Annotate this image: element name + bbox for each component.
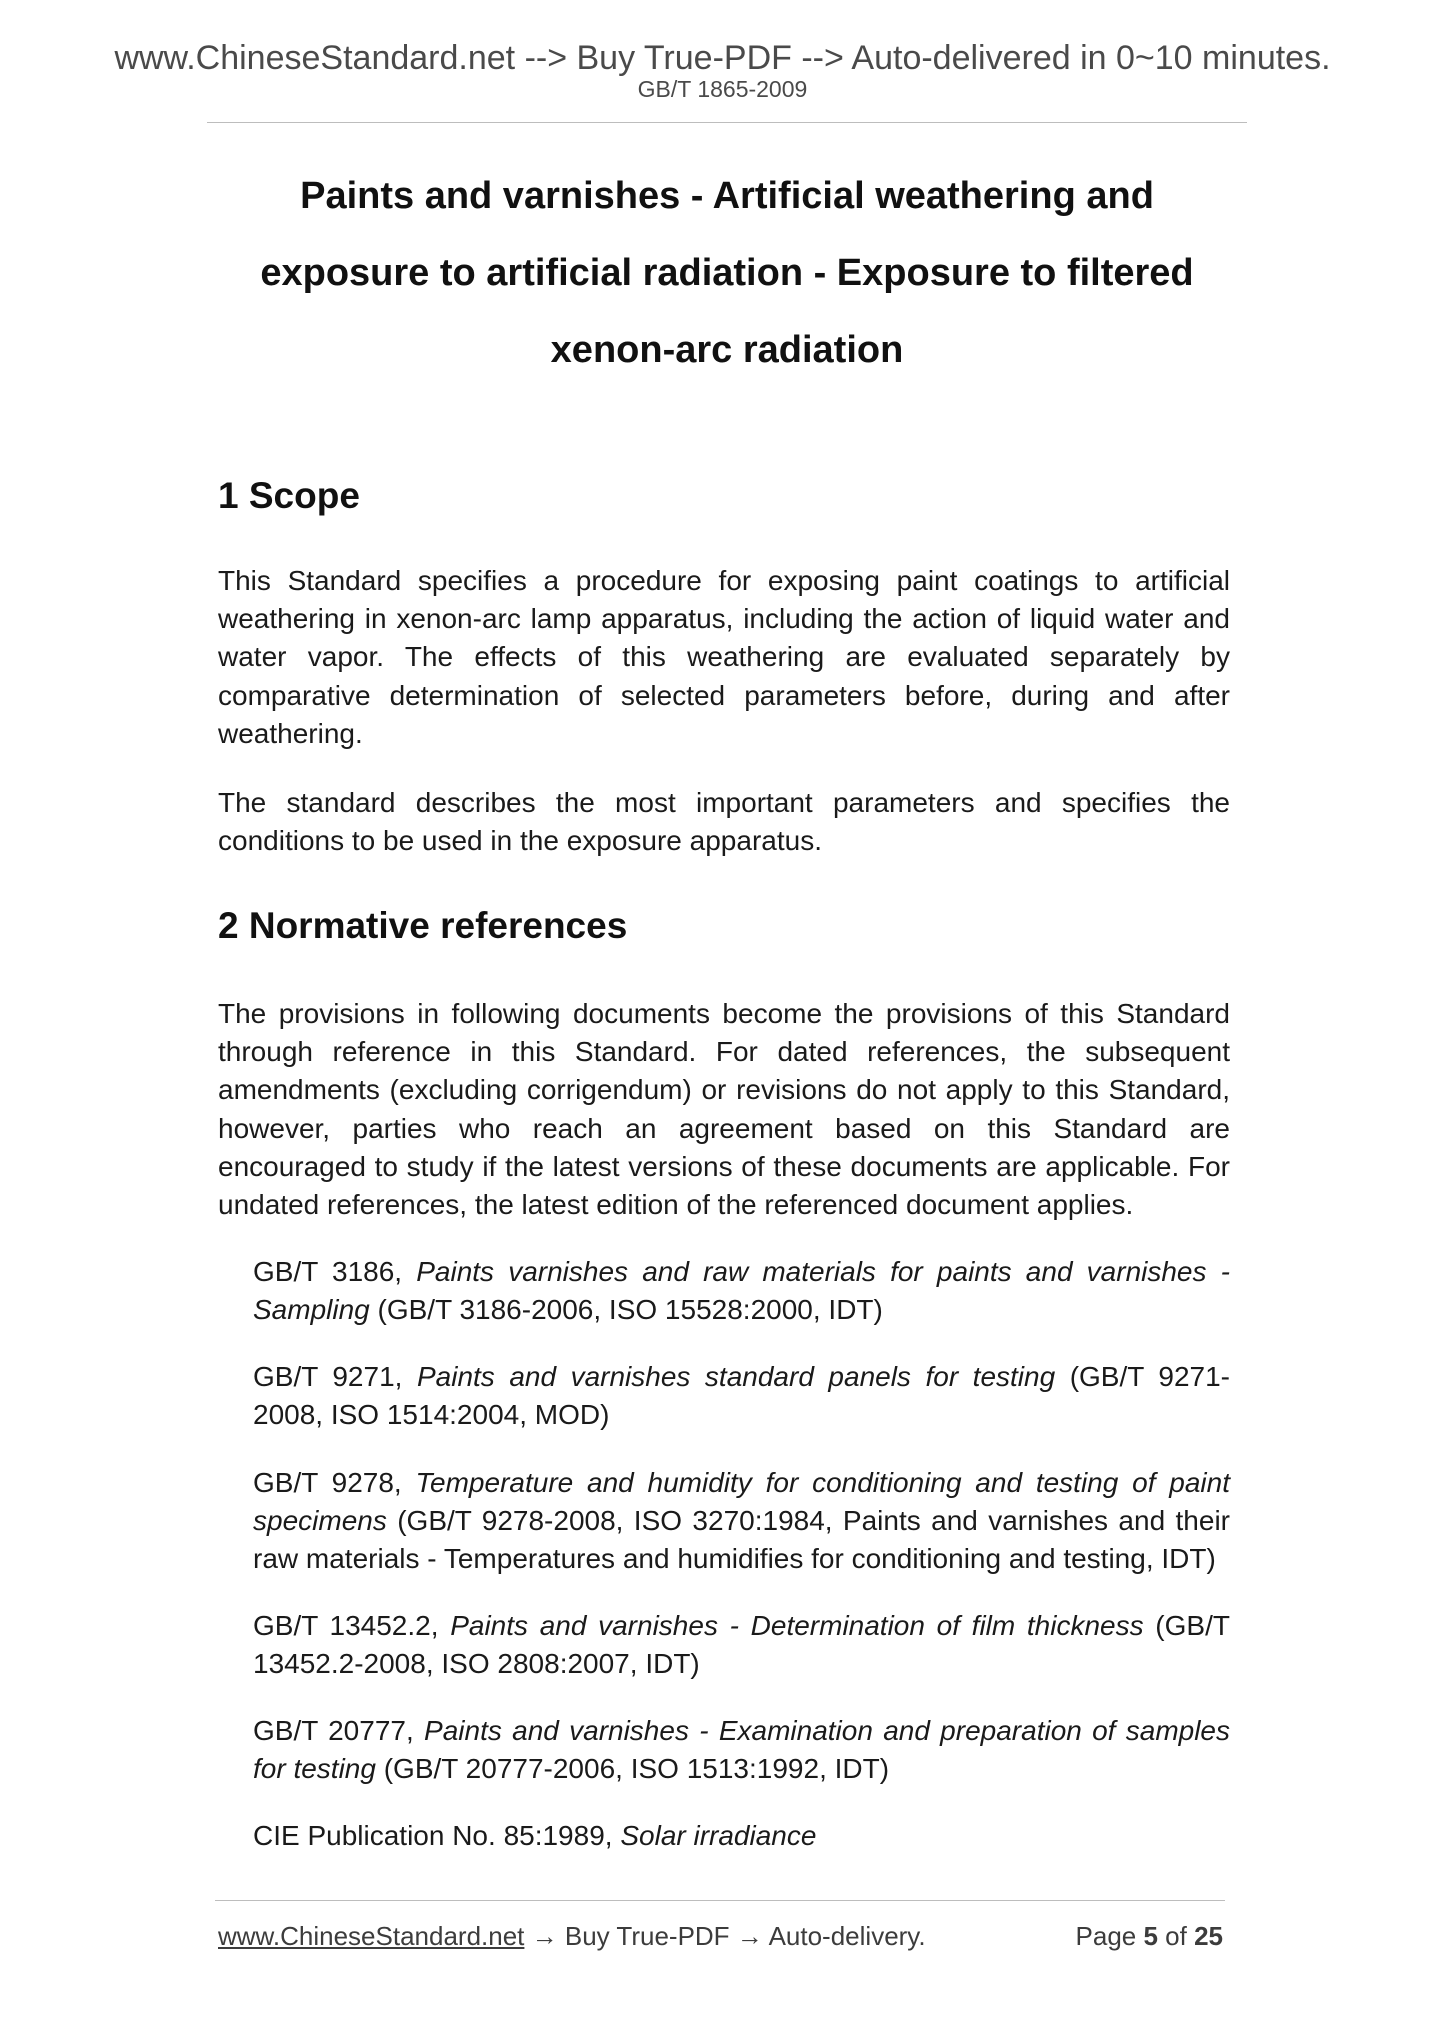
page-current: 5 <box>1143 1921 1158 1951</box>
reference-item <box>253 1607 1230 1683</box>
reference-title: Paints and varnishes standard panels for testing <box>416 1361 1056 1392</box>
reference-title: Paints and varnishes - Examination and preparation of samples for testing <box>253 1715 1231 1785</box>
header-divider <box>207 122 1247 123</box>
reference-item <box>253 1253 1230 1329</box>
reference-code: GB/T 20777, <box>253 1715 425 1746</box>
scope-paragraph-2: The standard describes the most important parameters and specifies the conditions to be used in the exposure apparatus. <box>218 787 1230 857</box>
reference-note: (GB/T 9278-2008, ISO 3270:1984, Paints and varnishes and their raw materials - Temperatures and humidifies for conditioning and testing, IDT) <box>253 1505 1230 1575</box>
page-indicator <box>1076 1920 1223 1952</box>
reference-note: (GB/T 13452.2-2008, ISO 2808:2007, IDT) <box>253 1610 1230 1680</box>
reference-code: GB/T 9278, <box>253 1467 416 1498</box>
normative-intro: The provisions in following documents become the provisions of this Standard through reference in this Standard. For dated references, the subsequent amendments (excluding corrigendum) or revisions do not apply to this Standard, however, parties who reach an agreement based on this Standard are encouraged to study if the latest versions of these documents are applicable. For undated references, the latest edition of the referenced document applies. <box>218 998 1230 1221</box>
document-title <box>207 158 1247 389</box>
reference-item <box>253 1464 1230 1579</box>
reference-title: Paints varnishes and raw materials for paints and varnishes - Sampling <box>253 1256 1230 1326</box>
page-of: of <box>1157 1921 1195 1951</box>
doc-code: GB/T 1865-2009 <box>637 76 808 102</box>
reference-note: (GB/T 9271-2008, ISO 1514:2004, MOD) <box>253 1361 1230 1431</box>
footer-tagline <box>218 1920 926 1952</box>
reference-note: (GB/T 20777-2006, ISO 1513:1992, IDT) <box>375 1753 890 1785</box>
reference-item <box>253 1712 1230 1788</box>
footer-site-link[interactable]: www.ChineseStandard.net <box>218 1921 525 1951</box>
reference-item <box>253 1817 1230 1855</box>
scope-paragraph-1: This Standard specifies a procedure for exposing paint coatings to artificial weathering in xenon-arc lamp apparatus, including the action of liquid water and water vapor. The effects of this weathering are evaluated separately by comparative determination of selected parameters before, during and after weathering. <box>218 565 1230 749</box>
reference-item <box>253 1358 1230 1434</box>
reference-code: GB/T 9271, <box>253 1361 417 1392</box>
reference-code: GB/T 3186, <box>253 1256 417 1287</box>
reference-code: GB/T 13452.2, <box>253 1610 451 1641</box>
title-line-3: xenon-arc radiation <box>550 329 904 371</box>
scope-heading: 1 Scope <box>218 475 360 516</box>
title-line-2: exposure to artificial radiation - Exposure to filtered <box>260 252 1194 294</box>
header-banner: www.ChineseStandard.net --> Buy True-PDF --> Auto-delivered in 0~10 minutes. <box>114 39 1331 77</box>
reference-title: Solar irradiance <box>620 1820 817 1851</box>
footer-tagline-text: → Buy True-PDF → Auto-delivery. <box>524 1921 926 1951</box>
reference-code: CIE Publication No. 85:1989, <box>253 1820 621 1851</box>
page-label: Page <box>1075 1921 1144 1951</box>
footer-divider <box>215 1900 1225 1901</box>
reference-title: Temperature and humidity for conditioning and testing of paint specimens <box>253 1467 1230 1537</box>
normative-heading: 2 Normative references <box>218 905 628 946</box>
page-total: 25 <box>1194 1921 1223 1951</box>
title-line-1: Paints and varnishes - Artificial weathering and <box>300 175 1154 217</box>
reference-note: (GB/T 3186-2006, ISO 15528:2000, IDT) <box>369 1294 883 1326</box>
reference-title: Paints and varnishes - Determination of film thickness <box>450 1610 1144 1641</box>
